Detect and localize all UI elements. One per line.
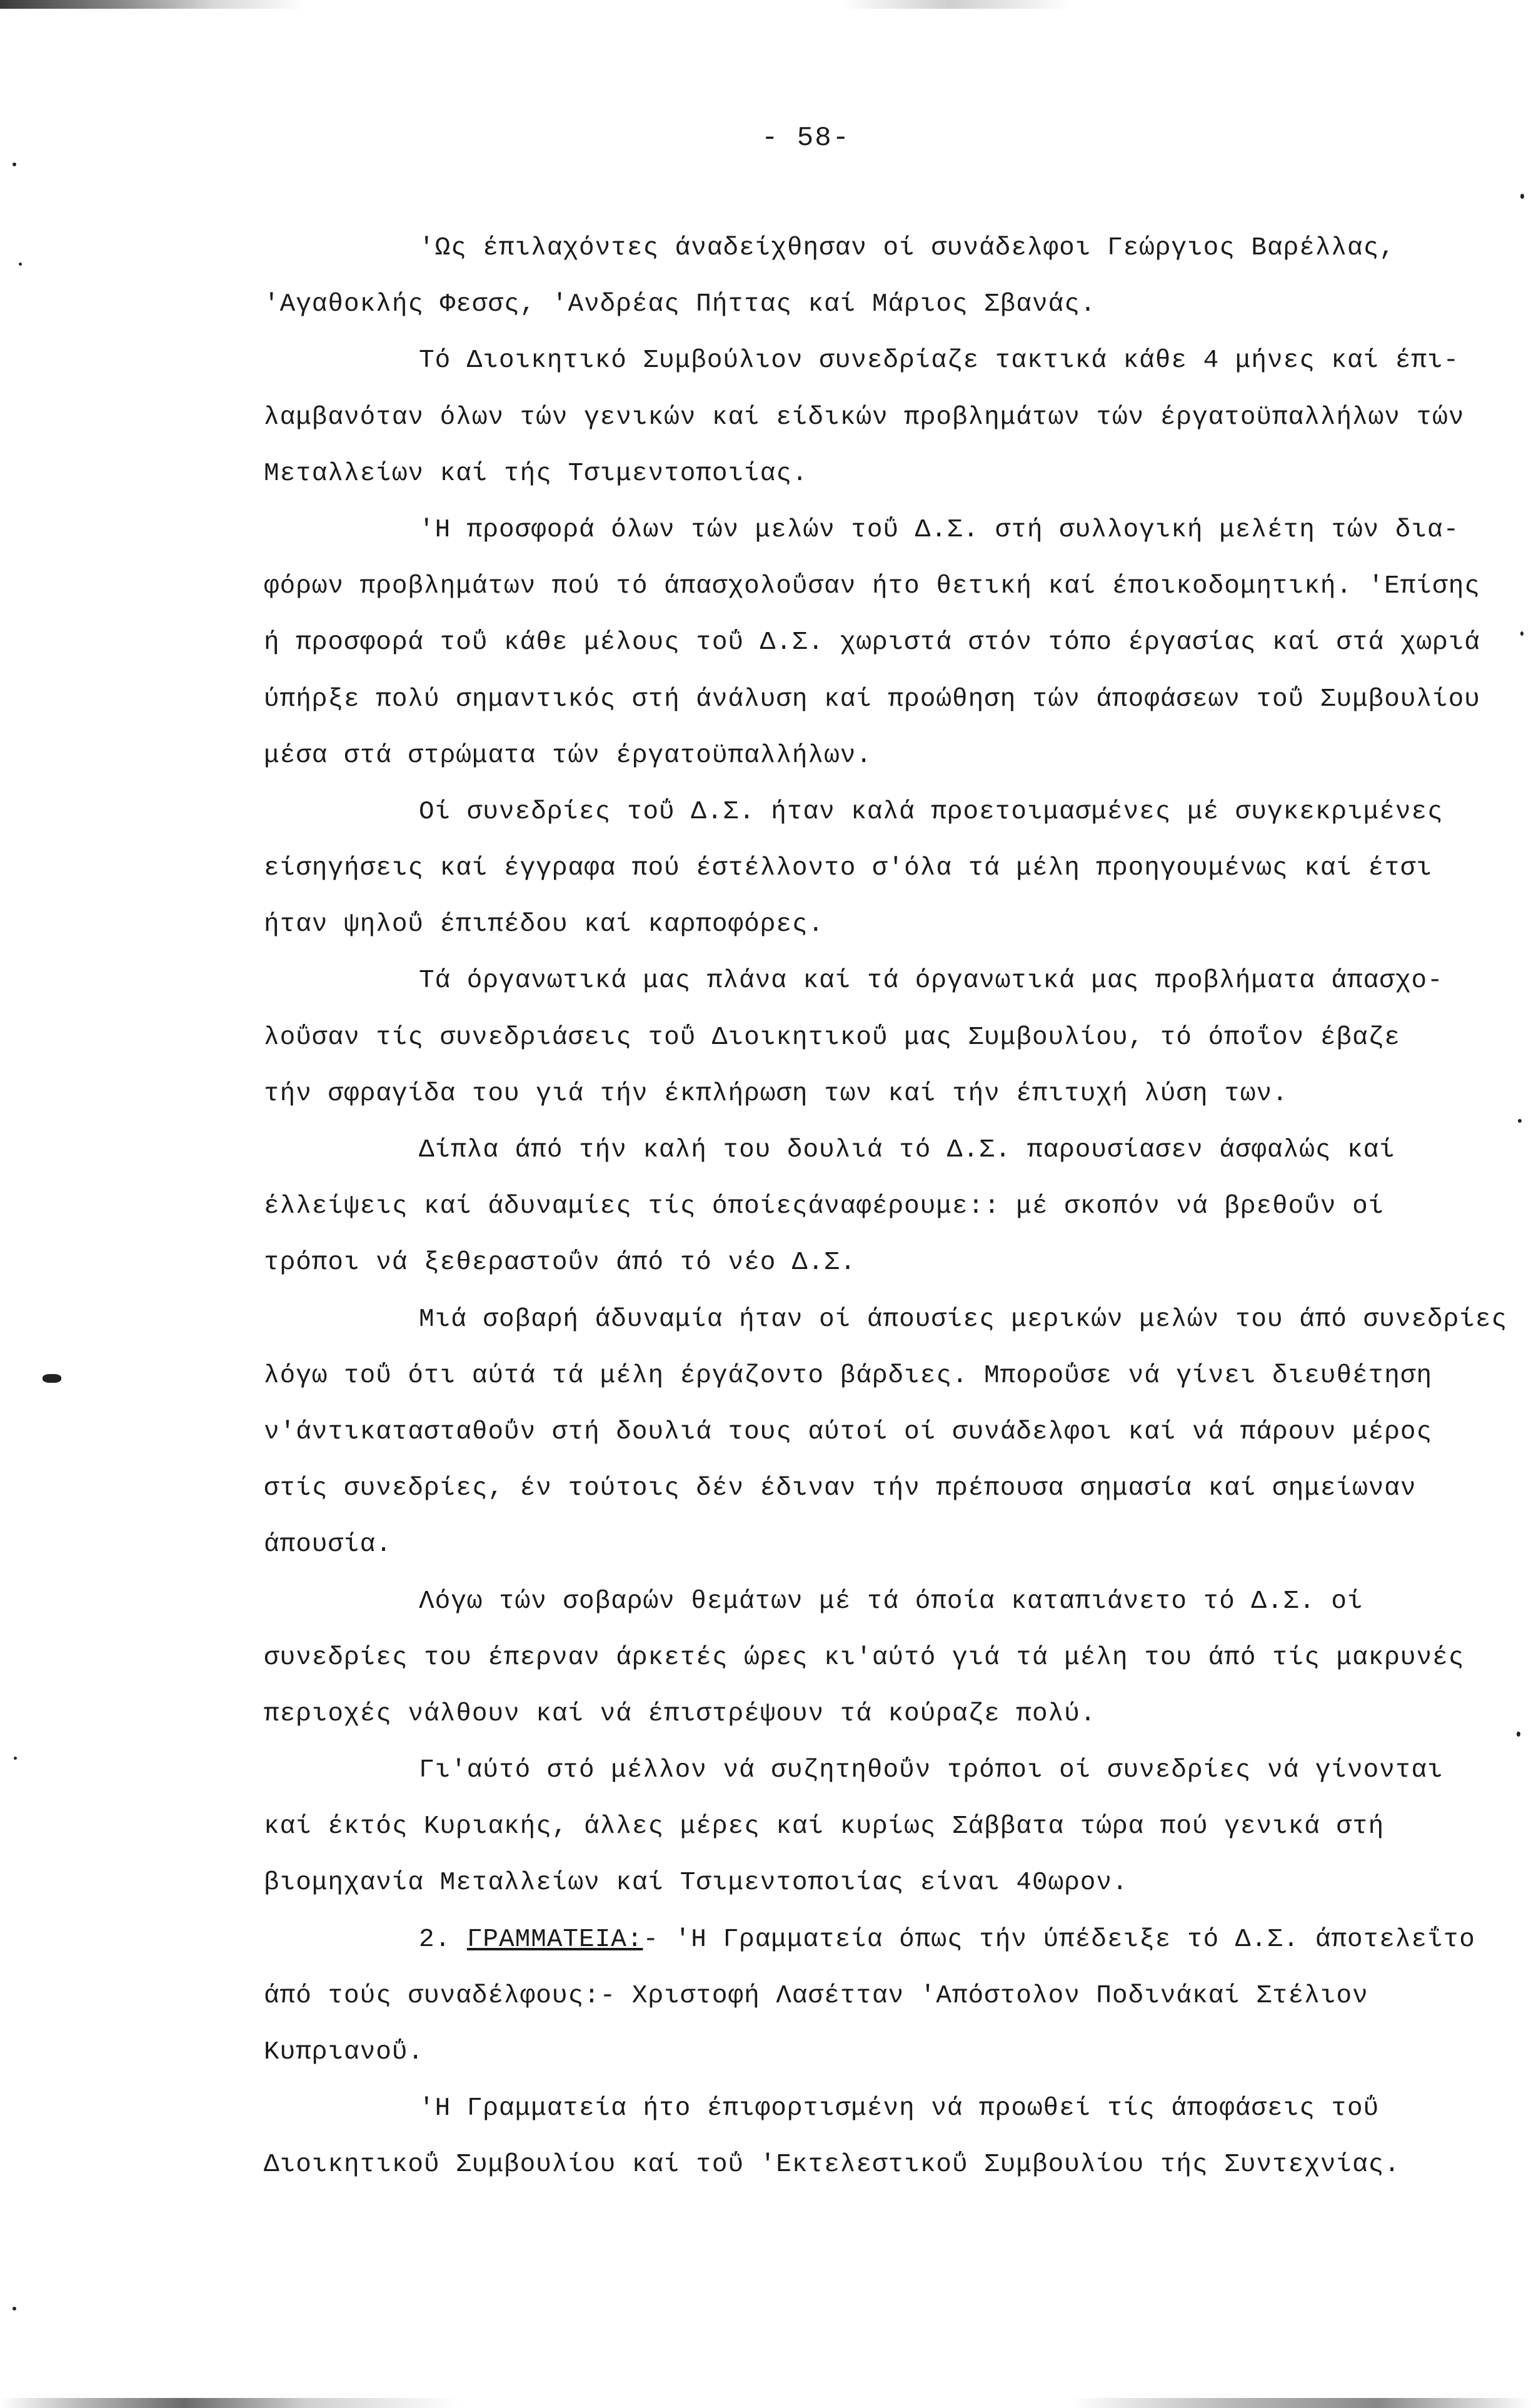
line-text: βιομηχανία Μεταλλείων καί Τσιμεντοποιίας είναι 40ωρον. [264,1869,1128,1898]
line-text: ύπήρξε πολύ σημαντικός στή άνάλυση καί προώθηση τών άποφάσεων τοΰ Συμβουλίου [264,685,1480,714]
text-line [264,1742,1489,1798]
line-text: συνεδρίες του έπερναν άρκετές ώρες κι'αύτό γιά τά μέλη του άπό τίς μακρυνές [264,1643,1465,1672]
text-line [264,728,1489,784]
scan-edge-bottom [0,2398,1531,2408]
line-text: Οί συνεδρίες τοΰ Δ.Σ. ήταν καλά προετοιμασμένες μέ συγκεκριμένες [419,797,1443,826]
text-line [264,1066,1489,1122]
line-text: Διοικητικοΰ Συμβουλίου καί τοΰ 'Εκτελεστικοΰ Συμβουλίου τής Συντεχνίας. [264,2150,1400,2180]
scan-speck [13,2307,16,2310]
text-line [264,1010,1489,1066]
body-text [264,220,1508,2194]
text-line [264,1855,1489,1911]
text-line [264,558,1489,615]
line-text: καί έκτός Κυριακής, άλλες μέρες καί κυρίως Σάββατα τώρα πού γενικά στή [264,1812,1385,1842]
text-line [264,1122,1489,1178]
text-line [264,2024,1489,2080]
text-line [264,1630,1489,1686]
text-line [264,840,1489,896]
text-line [264,671,1489,728]
text-line [264,276,1489,333]
line-text: άπό τούς συναδέλφους:- Χριστοφή Λασέτταν 'Απόστολον Ποδινάκαί Στέλιον [264,1981,1368,2010]
line-text: Τό Διοικητικό Συμβούλιον συνεδρίαζε τακτικά κάθε 4 μήνες καί έπι- [419,346,1460,376]
line-text: 'Αγαθοκλής Φεσσς, 'Ανδρέας Πήττας καί Μάριος Σβανάς. [264,290,1097,319]
scan-speck [43,1374,61,1383]
scan-speck [1517,1732,1520,1737]
scan-speck [13,163,16,166]
text-line [264,220,1489,276]
line-text: μέσα στά στρώματα τών έργατοϋπαλλήλων. [264,741,872,770]
text-line [264,389,1489,446]
text-line [264,1573,1489,1630]
scan-speck [14,1757,17,1760]
section-title: ΓΡΑΜΜΑΤΕΙΑ: [466,1925,643,1954]
scan-edge-top [0,0,1531,9]
text-line [264,1235,1489,1291]
line-text: ήταν ψηλοΰ έπιπέδου καί καρποφόρες. [264,910,825,940]
text-line [264,1798,1489,1855]
line-text: λαμβανόταν όλων τών γενικών καί είδικών προβλημάτων τών έργατοϋπαλλήλων τών [264,403,1465,432]
line-text: Λόγω τών σοβαρών θεμάτων μέ τά όποία καταπιάνετο τό Δ.Σ. οί [419,1587,1363,1616]
line-text: φόρων προβλημάτων πού τό άπασχολοΰσαν ήτο θετική καί έποικοδομητική. 'Επίσης [264,572,1480,601]
line-text: 'Η προσφορά όλων τών μελών τοΰ Δ.Σ. στή συλλογική μελέτη τών δια- [419,515,1460,544]
text-line [264,2080,1489,2137]
line-text: λοΰσαν τίς συνεδριάσεις τοΰ Διοικητικοΰ μας Συμβουλίου, τό όποΐον έβαζε [264,1023,1400,1052]
line-text: 'Ως έπιλαχόντες άναδείχθησαν οί συνάδελφοι Γεώργιος Βαρέλλας, [419,234,1395,263]
scan-speck [1520,194,1524,199]
text-line [264,1686,1489,1742]
line-text: άπουσία. [264,1530,392,1560]
line-text: τρόποι νά ξεθεραστοΰν άπό τό νέο Δ.Σ. [264,1248,856,1278]
text-line [264,1404,1489,1460]
line-text: είσηγήσεις καί έγγραφα πού έστέλλοντο σ'όλα τά μέλη προηγουμένως καί έτσι [264,854,1433,883]
line-text: Κυπριανοΰ. [264,2038,424,2067]
text-line [264,953,1489,1009]
text-line [264,1178,1489,1235]
line-text: Γι'αύτό στό μέλλον νά συζητηθοΰν τρόποι οί συνεδρίες νά γίνονται [419,1756,1443,1785]
text-line [264,784,1489,840]
text-line [264,502,1489,558]
page-number: - 58- [761,123,851,154]
line-text: 'Η Γραμματεία ήτο έπιφορτισμένη νά προωθεί τίς άποφάσεις τοΰ [419,2094,1380,2124]
text-line [264,333,1489,389]
text-line [264,615,1489,671]
line-text: λόγω τοΰ ότι αύτά τά μέλη έργάζοντο βάρδιες. Μποροΰσε νά γίνει διευθέτηση [264,1361,1433,1390]
text-line [264,2137,1489,2193]
line-text: Δίπλα άπό τήν καλή του δουλιά τό Δ.Σ. παρουσίασεν άσφαλώς καί [419,1136,1395,1165]
text-line [264,1348,1489,1404]
text-line [264,1968,1489,2024]
line-text: Μεταλλείων καί τής Τσιμεντοποιίας. [264,459,808,488]
line-text: - 'Η Γραμματεία όπως τήν ύπέδειξε τό Δ.Σ. άποτελεΐτο [643,1925,1475,1954]
section-number: 2. [419,1925,467,1954]
line-text: έλλείψεις καί άδυναμίες τίς όποίεςάναφέρουμε:: μέ σκοπόν νά βρεθοΰν οί [264,1192,1385,1222]
text-line [264,446,1489,502]
section-heading-line [264,1912,1489,1968]
text-line [264,1460,1489,1517]
line-text: Μιά σοβαρή άδυναμία ήταν οί άπουσίες μερικών μελών του άπό συνεδρίες [419,1305,1508,1334]
scan-speck [1518,1119,1522,1123]
scan-speck [1520,631,1523,636]
line-text: περιοχές νάλθουν καί νά έπιστρέψουν τά κούραζε πολύ. [264,1699,1097,1728]
line-text: στίς συνεδρίες, έν τούτοις δέν έδιναν τήν πρέπουσα σημασία καί σημείωναν [264,1474,1417,1503]
scan-speck [19,263,22,266]
text-line [264,896,1489,953]
line-text: ν'άντικατασταθοΰν στή δουλιά τους αύτοί οί συνάδελφοι καί νά πάρουν μέρος [264,1417,1433,1447]
line-text: τήν σφραγίδα του γιά τήν έκπλήρωση των καί τήν έπιτυχή λύση των. [264,1079,1288,1108]
line-text: ή προσφορά τοΰ κάθε μέλους τοΰ Δ.Σ. χωριστά στόν τόπο έργασίας καί στά χωριά [264,628,1480,658]
line-text: Τά όργανωτικά μας πλάνα καί τά όργανωτικά μας προβλήματα άπασχο- [419,966,1443,996]
text-line [264,1292,1508,1348]
text-line [264,1517,1489,1573]
